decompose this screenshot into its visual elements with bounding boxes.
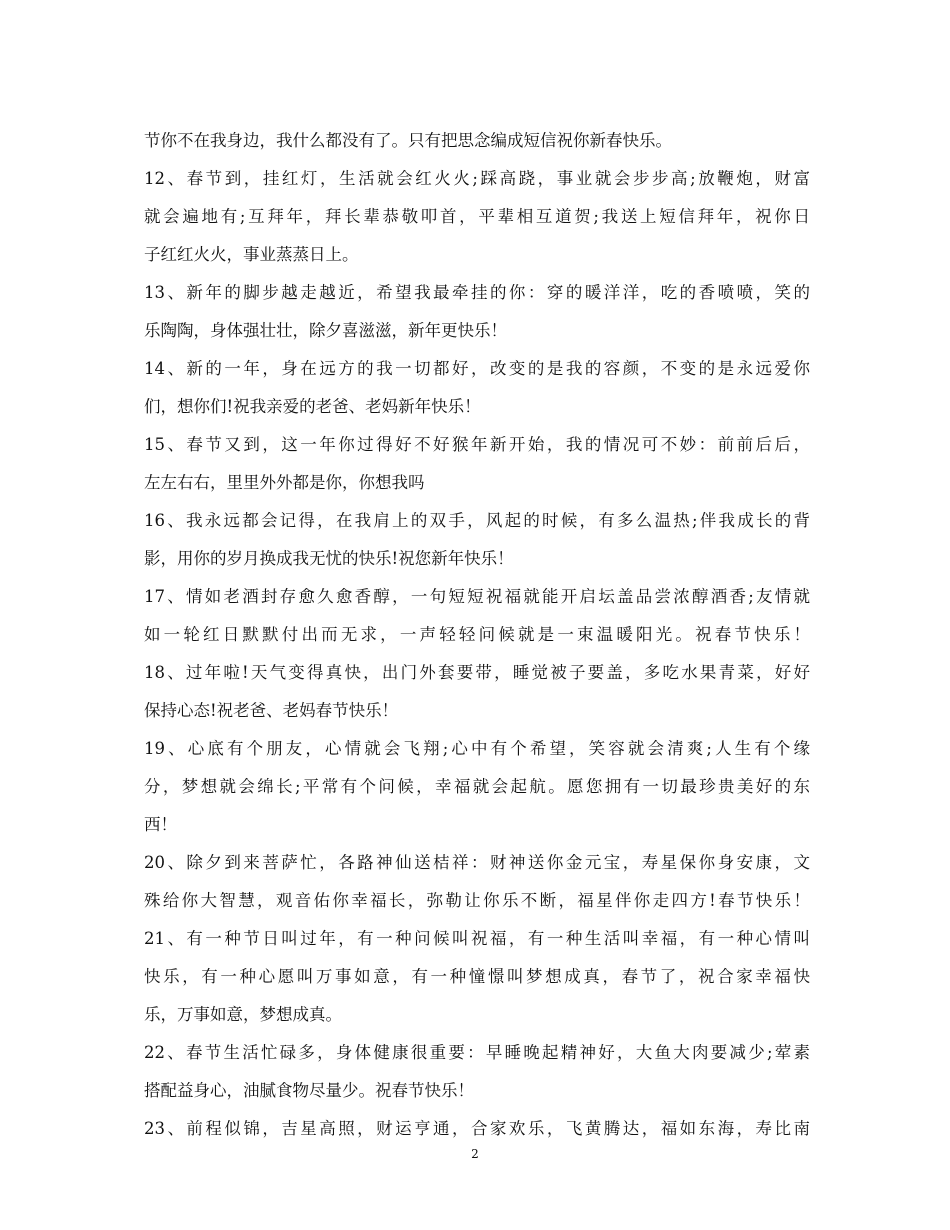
text-line: 就会遍地有;互拜年，拜长辈恭敬叩首，平辈相互道贺;我送上短信拜年，祝你日 [144, 207, 810, 226]
text-line: 乐陶陶，身体强壮壮，除夕喜滋滋，新年更快乐！ [144, 321, 507, 340]
text-line: 子红红火火，事业蒸蒸日上。 [144, 245, 359, 264]
text-line: 西！ [144, 815, 177, 834]
text-line: 12、春节到，挂红灯，生活就会红火火;踩高跷，事业就会步步高;放鞭炮，财富 [144, 169, 810, 188]
text-line: 快乐，有一种心愿叫万事如意，有一种憧憬叫梦想成真，春节了，祝合家幸福快 [144, 967, 810, 986]
text-line: 们，想你们!祝我亲爱的老爸、老妈新年快乐！ [144, 397, 481, 416]
text-line: 19、心底有个朋友，心情就会飞翔;心中有个希望，笑容就会清爽;人生有个缘 [144, 739, 810, 758]
text-line: 左左右右，里里外外都是你，你想我吗 [144, 473, 425, 492]
text-line: 节你不在我身边，我什么都没有了。只有把思念编成短信祝你新春快乐。 [144, 131, 672, 150]
text-line: 20、除夕到来菩萨忙，各路神仙送桔祥：财神送你金元宝，寿星保你身安康，文 [144, 853, 810, 872]
text-line: 13、新年的脚步越走越近，希望我最牵挂的你：穿的暖洋洋，吃的香喷喷，笑的 [144, 283, 810, 302]
text-line: 乐，万事如意，梦想成真。 [144, 1005, 342, 1024]
text-line: 18、过年啦!天气变得真快，出门外套要带，睡觉被子要盖，多吃水果青菜，好好 [144, 663, 810, 682]
text-line: 23、前程似锦，吉星高照，财运亨通，合家欢乐，飞黄腾达，福如东海，寿比南 [144, 1119, 810, 1138]
document-body [144, 122, 810, 1148]
text-line: 分，梦想就会绵长;平常有个问候，幸福就会起航。愿您拥有一切最珍贵美好的东 [144, 777, 810, 796]
page-number: 2 [471, 1147, 479, 1161]
text-line: 保持心态!祝老爸、老妈春节快乐！ [144, 701, 399, 720]
text-line: 22、春节生活忙碌多，身体健康很重要：早睡晚起精神好，大鱼大肉要减少;荤素 [144, 1043, 810, 1062]
text-line: 21、有一种节日叫过年，有一种问候叫祝福，有一种生活叫幸福，有一种心情叫 [144, 929, 810, 948]
text-line: 14、新的一年，身在远方的我一切都好，改变的是我的容颜，不变的是永远爱你 [144, 359, 810, 378]
text-line: 影，用你的岁月换成我无忧的快乐!祝您新年快乐！ [144, 549, 514, 568]
text-line: 殊给你大智慧，观音佑你幸福长，弥勒让你乐不断，福星伴你走四方!春节快乐！ [144, 891, 810, 910]
text-line: 搭配益身心，油腻食物尽量少。祝春节快乐！ [144, 1081, 474, 1100]
text-line: 16、我永远都会记得，在我肩上的双手，风起的时候，有多么温热;伴我成长的背 [144, 511, 810, 530]
text-line: 15、春节又到，这一年你过得好不好猴年新开始，我的情况可不妙：前前后后， [144, 435, 810, 454]
text-line: 17、情如老酒封存愈久愈香醇，一句短短祝福就能开启坛盖品尝浓醇酒香;友情就 [144, 587, 810, 606]
text-line: 如一轮红日默默付出而无求，一声轻轻问候就是一束温暖阳光。祝春节快乐！ [144, 625, 810, 644]
